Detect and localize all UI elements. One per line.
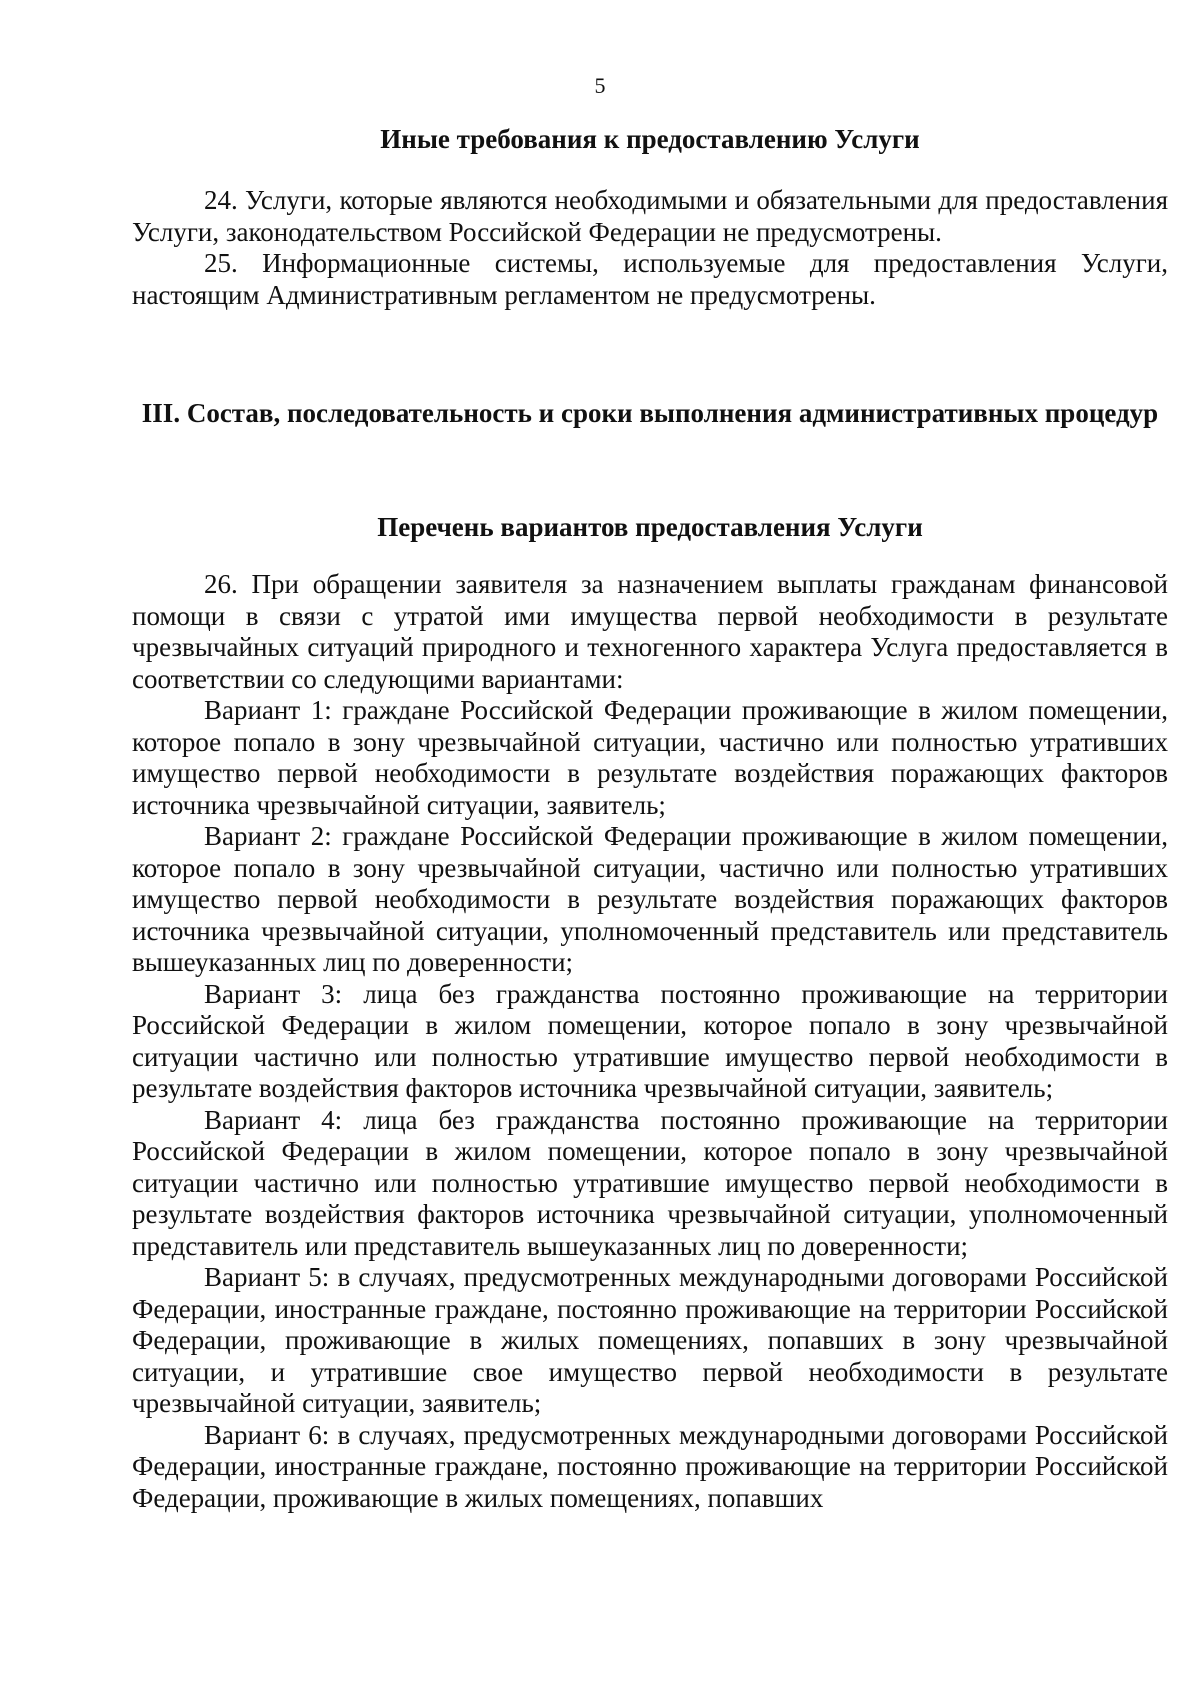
section-variants-list-body (132, 569, 1168, 1514)
variant-3: Вариант 3: лица без гражданства постоянно проживающие на территории Российской Федерации в жилом помещении, которое попало в зону чрезвычайной ситуации частично или полностью утратившие имущество первой необходимости в результате воздействия факторов источника чрезвычайной ситуации, заявитель; (132, 978, 1168, 1103)
section-iii (132, 398, 1168, 430)
variant-5: Вариант 5: в случаях, предусмотренных международными договорами Российской Федерации, иностранные граждане, постоянно проживающие на территории Российской Федерации, проживающие в жилых помещениях, попавших в зону чрезвычайной ситуации, и утратившие свое имущество первой необходимости в результате чрезвычайной ситуации, заявитель; (132, 1262, 1168, 1418)
variant-2: Вариант 2: граждане Российской Федерации проживающие в жилом помещении, которое попало в зону чрезвычайной ситуации, частично или полностью утративших имущество первой необходимости в результате воздействия поражающих факторов источника чрезвычайной ситуации, уполномоченный представитель или представитель вышеуказанных лиц по доверенности; (132, 821, 1168, 977)
heading-section-iii: III. Состав, последовательность и сроки выполнения административных процедур (141, 398, 1159, 428)
section-variants-list (132, 512, 1168, 544)
variant-6: Вариант 6: в случаях, предусмотренных международными договорами Российской Федерации, иностранные граждане, постоянно проживающие на территории Российской Федерации, проживающие в жилых помещениях, попавших (132, 1419, 1168, 1513)
paragraph-26: 26. При обращении заявителя за назначением выплаты гражданам финансовой помощи в связи с утратой ими имущества первой необходимости в результате чрезвычайных ситуаций природного и техногенного характера Услуга предоставляется в соответствии со следующими вариантами: (132, 569, 1168, 694)
heading-other-requirements: Иные требования к предоставлению Услуги (380, 124, 920, 154)
section-other-requirements (132, 124, 1168, 156)
section-other-requirements-body (132, 185, 1168, 311)
variant-1: Вариант 1: граждане Российской Федерации проживающие в жилом помещении, которое попало в зону чрезвычайной ситуации, частично или полностью утративших имущество первой необходимости в результате воздействия поражающих факторов источника чрезвычайной ситуации, заявитель; (132, 695, 1168, 820)
paragraph-25: 25. Информационные системы, используемые для предоставления Услуги, настоящим Административным регламентом не предусмотрены. (132, 248, 1168, 310)
variant-4: Вариант 4: лица без гражданства постоянно проживающие на территории Российской Федерации в жилом помещении, которое попало в зону чрезвычайной ситуации частично или полностью утратившие имущество первой необходимости в результате воздействия факторов источника чрезвычайной ситуации, уполномоченный представитель или представитель вышеуказанных лиц по доверенности; (132, 1104, 1168, 1261)
page-number: 5 (594, 73, 606, 98)
heading-variants-list: Перечень вариантов предоставления Услуги (377, 512, 923, 542)
paragraph-24: 24. Услуги, которые являются необходимыми и обязательными для предоставления Услуги, законодательством Российской Федерации не предусмотрены. (132, 185, 1168, 247)
